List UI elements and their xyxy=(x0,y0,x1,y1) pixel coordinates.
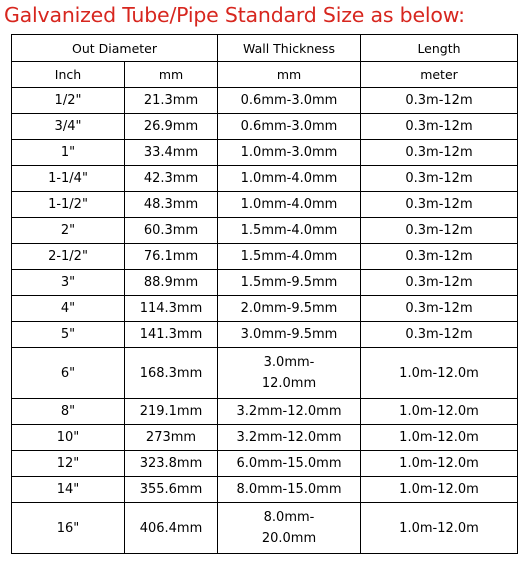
header-inch: Inch xyxy=(12,62,125,88)
cell-inch: 1-1/2" xyxy=(12,192,125,218)
cell-inch: 14" xyxy=(12,477,125,503)
cell-length: 1.0m-12.0m xyxy=(361,348,518,399)
cell-length: 0.3m-12m xyxy=(361,296,518,322)
cell-inch: 16" xyxy=(12,503,125,554)
header-mm-wall: mm xyxy=(218,62,361,88)
cell-length: 1.0m-12.0m xyxy=(361,399,518,425)
cell-wall: 2.0mm-9.5mm xyxy=(218,296,361,322)
table-row xyxy=(12,270,518,296)
cell-inch: 10" xyxy=(12,425,125,451)
cell-mm: 76.1mm xyxy=(125,244,218,270)
cell-inch: 1" xyxy=(12,140,125,166)
cell-mm: 60.3mm xyxy=(125,218,218,244)
table-row xyxy=(12,425,518,451)
table-row xyxy=(12,114,518,140)
pipe-size-table xyxy=(11,34,518,554)
table-row xyxy=(12,296,518,322)
page-title: Galvanized Tube/Pipe Standard Size as below: xyxy=(4,3,465,27)
cell-mm: 21.3mm xyxy=(125,88,218,114)
table-row xyxy=(12,88,518,114)
cell-length: 1.0m-12.0m xyxy=(361,425,518,451)
cell-wall: 1.0mm-4.0mm xyxy=(218,192,361,218)
cell-mm: 48.3mm xyxy=(125,192,218,218)
cell-wall: 0.6mm-3.0mm xyxy=(218,88,361,114)
cell-inch: 5" xyxy=(12,322,125,348)
header-meter: meter xyxy=(361,62,518,88)
cell-mm: 26.9mm xyxy=(125,114,218,140)
table-row xyxy=(12,166,518,192)
cell-wall: 3.2mm-12.0mm xyxy=(218,399,361,425)
cell-mm: 406.4mm xyxy=(125,503,218,554)
cell-wall: 1.5mm-4.0mm xyxy=(218,244,361,270)
cell-length: 1.0m-12.0m xyxy=(361,477,518,503)
cell-wall: 1.0mm-4.0mm xyxy=(218,166,361,192)
cell-length: 1.0m-12.0m xyxy=(361,503,518,554)
table-row xyxy=(12,140,518,166)
cell-length: 0.3m-12m xyxy=(361,166,518,192)
cell-wall-text: 3.0mm-12.0mm xyxy=(261,355,317,391)
cell-inch: 6" xyxy=(12,348,125,399)
header-length: Length xyxy=(361,35,518,62)
cell-mm: 33.4mm xyxy=(125,140,218,166)
table-row xyxy=(12,399,518,425)
table-row xyxy=(12,218,518,244)
cell-wall: 1.0mm-3.0mm xyxy=(218,140,361,166)
cell-mm: 168.3mm xyxy=(125,348,218,399)
table-row xyxy=(12,503,518,554)
cell-wall: 8.0mm-15.0mm xyxy=(218,477,361,503)
cell-mm: 114.3mm xyxy=(125,296,218,322)
cell-mm: 355.6mm xyxy=(125,477,218,503)
cell-length: 0.3m-12m xyxy=(361,88,518,114)
header-row-units xyxy=(12,62,518,88)
cell-length: 1.0m-12.0m xyxy=(361,451,518,477)
cell-inch: 2" xyxy=(12,218,125,244)
cell-mm: 273mm xyxy=(125,425,218,451)
cell-mm: 323.8mm xyxy=(125,451,218,477)
cell-inch: 1-1/4" xyxy=(12,166,125,192)
table-row xyxy=(12,348,518,399)
cell-mm: 42.3mm xyxy=(125,166,218,192)
cell-mm: 219.1mm xyxy=(125,399,218,425)
cell-wall xyxy=(218,503,361,554)
cell-length: 0.3m-12m xyxy=(361,270,518,296)
cell-length: 0.3m-12m xyxy=(361,218,518,244)
cell-inch: 2-1/2" xyxy=(12,244,125,270)
cell-length: 0.3m-12m xyxy=(361,322,518,348)
cell-wall-text: 8.0mm-20.0mm xyxy=(261,510,317,546)
header-wall-thickness: Wall Thickness xyxy=(218,35,361,62)
cell-length: 0.3m-12m xyxy=(361,140,518,166)
table-row xyxy=(12,322,518,348)
cell-wall: 1.5mm-9.5mm xyxy=(218,270,361,296)
cell-wall xyxy=(218,348,361,399)
cell-wall: 0.6mm-3.0mm xyxy=(218,114,361,140)
cell-inch: 3/4" xyxy=(12,114,125,140)
cell-wall: 1.5mm-4.0mm xyxy=(218,218,361,244)
cell-inch: 12" xyxy=(12,451,125,477)
cell-wall: 6.0mm-15.0mm xyxy=(218,451,361,477)
cell-length: 0.3m-12m xyxy=(361,114,518,140)
table-row xyxy=(12,451,518,477)
table-row xyxy=(12,192,518,218)
cell-length: 0.3m-12m xyxy=(361,244,518,270)
cell-length: 0.3m-12m xyxy=(361,192,518,218)
header-out-diameter: Out Diameter xyxy=(12,35,218,62)
cell-inch: 4" xyxy=(12,296,125,322)
cell-inch: 1/2" xyxy=(12,88,125,114)
cell-mm: 141.3mm xyxy=(125,322,218,348)
cell-mm: 88.9mm xyxy=(125,270,218,296)
header-row-groups xyxy=(12,35,518,62)
cell-inch: 8" xyxy=(12,399,125,425)
cell-inch: 3" xyxy=(12,270,125,296)
table-row xyxy=(12,244,518,270)
table-row xyxy=(12,477,518,503)
cell-wall: 3.0mm-9.5mm xyxy=(218,322,361,348)
cell-wall: 3.2mm-12.0mm xyxy=(218,425,361,451)
header-mm-diameter: mm xyxy=(125,62,218,88)
